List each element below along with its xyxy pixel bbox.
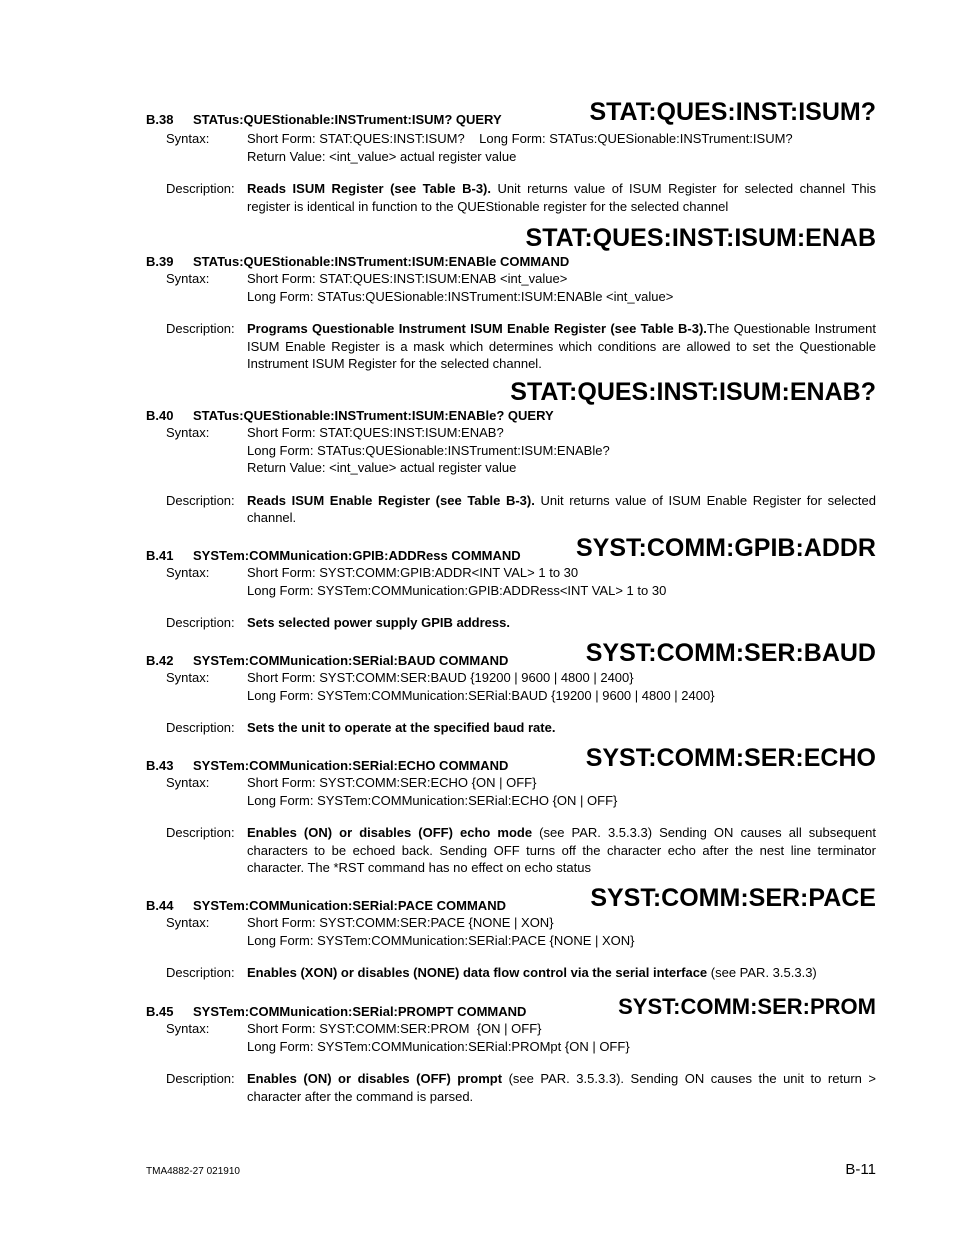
syntax-block [146,270,876,305]
syntax-line: Short Form: STAT:QUES:INST:ISUM:ENAB? [247,425,504,440]
section-title-text: SYSTem:COMMunication:GPIB:ADDRess COMMAND [193,548,521,563]
syntax-label: Syntax: [166,271,210,286]
syntax-line: Short Form: SYST:COMM:SER:PACE {NONE | XON} [247,915,554,930]
syntax-label: Syntax: [166,1021,210,1036]
section-number: B.42 [146,653,174,668]
syntax-line: Long Form: SYSTem:COMMunication:GPIB:ADDRess<INT VAL> 1 to 30 [247,582,667,598]
section-title-text: SYSTem:COMMunication:SERial:BAUD COMMAND [193,653,509,668]
section-title [146,758,508,774]
section-b43 [146,744,876,877]
description-block [146,492,876,527]
section-title-text: SYSTem:COMMunication:SERial:PACE COMMAND [193,898,506,913]
description-block [146,614,876,632]
section-heading: STAT:QUES:INST:ISUM? [589,98,876,126]
description-bold: Enables (XON) or disables (NONE) data flow control via the serial interface [247,965,708,980]
syntax-label: Syntax: [166,670,210,685]
description-block [146,320,876,373]
section-title-text: SYSTem:COMMunication:SERial:ECHO COMMAND [193,758,509,773]
section-title [146,408,554,424]
description-bold: Sets the unit to operate at the specified baud rate. [247,720,556,735]
section-number: B.40 [146,408,174,423]
section-heading: STAT:QUES:INST:ISUM:ENAB? [510,378,876,406]
description-bold: Enables (ON) or disables (OFF) echo mode [247,825,533,840]
description-text: Unit returns value of ISUM Register for selected channel This register is identical in function to the QUEStionable register for the selected channel [247,181,876,214]
syntax-block [146,424,876,477]
syntax-line: Short Form: STAT:QUES:INST:ISUM:ENAB <int_value> [247,271,568,286]
description-text: The Questionable Instrument ISUM Enable Register is a mask which determines which conditions are allowed to set the Questionable Instrument ISUM Register for the selected channel. [247,321,876,371]
description-text: Unit returns value of ISUM Enable Register for selected channel. [247,492,876,525]
syntax-line: Return Value: <int_value> actual register value [247,148,517,164]
description-block [146,180,876,215]
syntax-line: Long Form: STATus:QUESionable:INSTrument:ISUM:ENABle <int_value> [247,288,674,304]
section-heading: SYST:COMM:GPIB:ADDR [576,534,876,562]
section-number: B.43 [146,758,174,773]
section-title-text: STATus:QUEStionable:INSTrument:ISUM? QUERY [193,112,502,127]
section-number: B.44 [146,898,174,913]
syntax-label: Syntax: [166,915,210,930]
description-block [146,824,876,877]
description-label: Description: [166,492,235,508]
syntax-line: Short Form: STAT:QUES:INST:ISUM? Long Form: STATus:QUESionable:INSTrument:ISUM? [247,131,793,146]
section-heading: SYST:COMM:SER:PROM [618,994,876,1019]
section-b44 [146,884,876,982]
description-label: Description: [166,1071,235,1086]
syntax-block [146,914,876,949]
section-title-text: STATus:QUEStionable:INSTrument:ISUM:ENABle? QUERY [193,408,554,423]
description-label: Description: [166,825,235,840]
syntax-line: Long Form: STATus:QUESionable:INSTrument:ISUM:ENABle? [247,442,610,458]
description-bold: Sets selected power supply GPIB address. [247,615,510,630]
section-b45 [146,990,876,1105]
section-b40 [146,378,876,527]
section-heading: SYST:COMM:SER:ECHO [585,744,876,772]
syntax-line: Long Form: SYSTem:COMMunication:SERial:PROMpt {ON | OFF} [247,1038,630,1054]
section-heading: SYST:COMM:SER:BAUD [585,639,876,667]
syntax-label: Syntax: [166,775,210,790]
section-title [146,112,502,128]
syntax-label: Syntax: [166,131,210,146]
syntax-block [146,1020,876,1055]
syntax-block [146,564,876,599]
description-bold: Programs Questionable Instrument ISUM Enable Register (see Table B-3). [247,321,707,336]
section-heading: STAT:QUES:INST:ISUM:ENAB [525,224,876,252]
section-b42 [146,639,876,737]
section-heading: SYST:COMM:SER:PACE [590,884,876,912]
description-text: (see PAR. 3.5.3.3) Sending ON causes all subsequent characters to be echoed back. Sending OFF turns off the character echo after the nest line terminator character. The *RST command has no effect on echo status [247,825,876,875]
section-title [146,254,569,270]
syntax-line: Return Value: <int_value> actual register value [247,460,517,475]
section-number: B.45 [146,1004,174,1019]
description-bold: Reads ISUM Register (see Table B-3). [247,181,491,196]
syntax-line: Short Form: SYST:COMM:SER:BAUD {19200 | 9600 | 4800 | 2400} [247,670,634,685]
section-b39 [146,224,876,373]
description-label: Description: [166,181,235,196]
syntax-line: Short Form: SYST:COMM:GPIB:ADDR<INT VAL> 1 to 30 [247,565,579,580]
section-b38 [146,98,876,215]
description-label: Description: [166,720,235,735]
section-number: B.38 [146,112,174,127]
description-bold: Enables (ON) or disables (OFF) prompt [247,1071,503,1086]
description-text: (see PAR. 3.5.3.3). Sending ON causes the unit to return > character after the command is parsed. [247,1071,876,1104]
syntax-line: Long Form: SYSTem:COMMunication:SERial:ECHO {ON | OFF} [247,792,618,808]
syntax-block [146,669,876,704]
description-block [146,1070,876,1105]
description-block [146,719,876,737]
syntax-block [146,130,876,165]
syntax-label: Syntax: [166,425,210,440]
section-b41 [146,534,876,632]
syntax-label: Syntax: [166,565,210,580]
section-number: B.39 [146,254,174,269]
description-text: (see PAR. 3.5.3.3) [707,965,817,980]
section-title [146,1004,526,1020]
description-bold: Reads ISUM Enable Register (see Table B-3). [247,492,535,508]
section-title [146,548,521,564]
section-title-text: STATus:QUEStionable:INSTrument:ISUM:ENABle COMMAND [193,254,570,269]
syntax-block [146,774,876,809]
section-title-text: SYSTem:COMMunication:SERial:PROMPT COMMAND [193,1004,527,1019]
section-number: B.41 [146,548,174,563]
syntax-line: Short Form: SYST:COMM:SER:ECHO {ON | OFF} [247,775,537,790]
description-label: Description: [166,615,235,630]
description-label: Description: [166,321,235,336]
page-number: B-11 [845,1161,876,1178]
footer-doc-id: TMA4882-27 021910 [146,1166,240,1177]
description-label: Description: [166,965,235,980]
section-title [146,898,506,914]
description-block [146,964,876,982]
syntax-line: Long Form: SYSTem:COMMunication:SERial:BAUD {19200 | 9600 | 4800 | 2400} [247,687,715,703]
syntax-line: Long Form: SYSTem:COMMunication:SERial:PACE {NONE | XON} [247,932,635,948]
section-title [146,653,508,669]
syntax-line: Short Form: SYST:COMM:SER:PROM {ON | OFF} [247,1021,542,1036]
